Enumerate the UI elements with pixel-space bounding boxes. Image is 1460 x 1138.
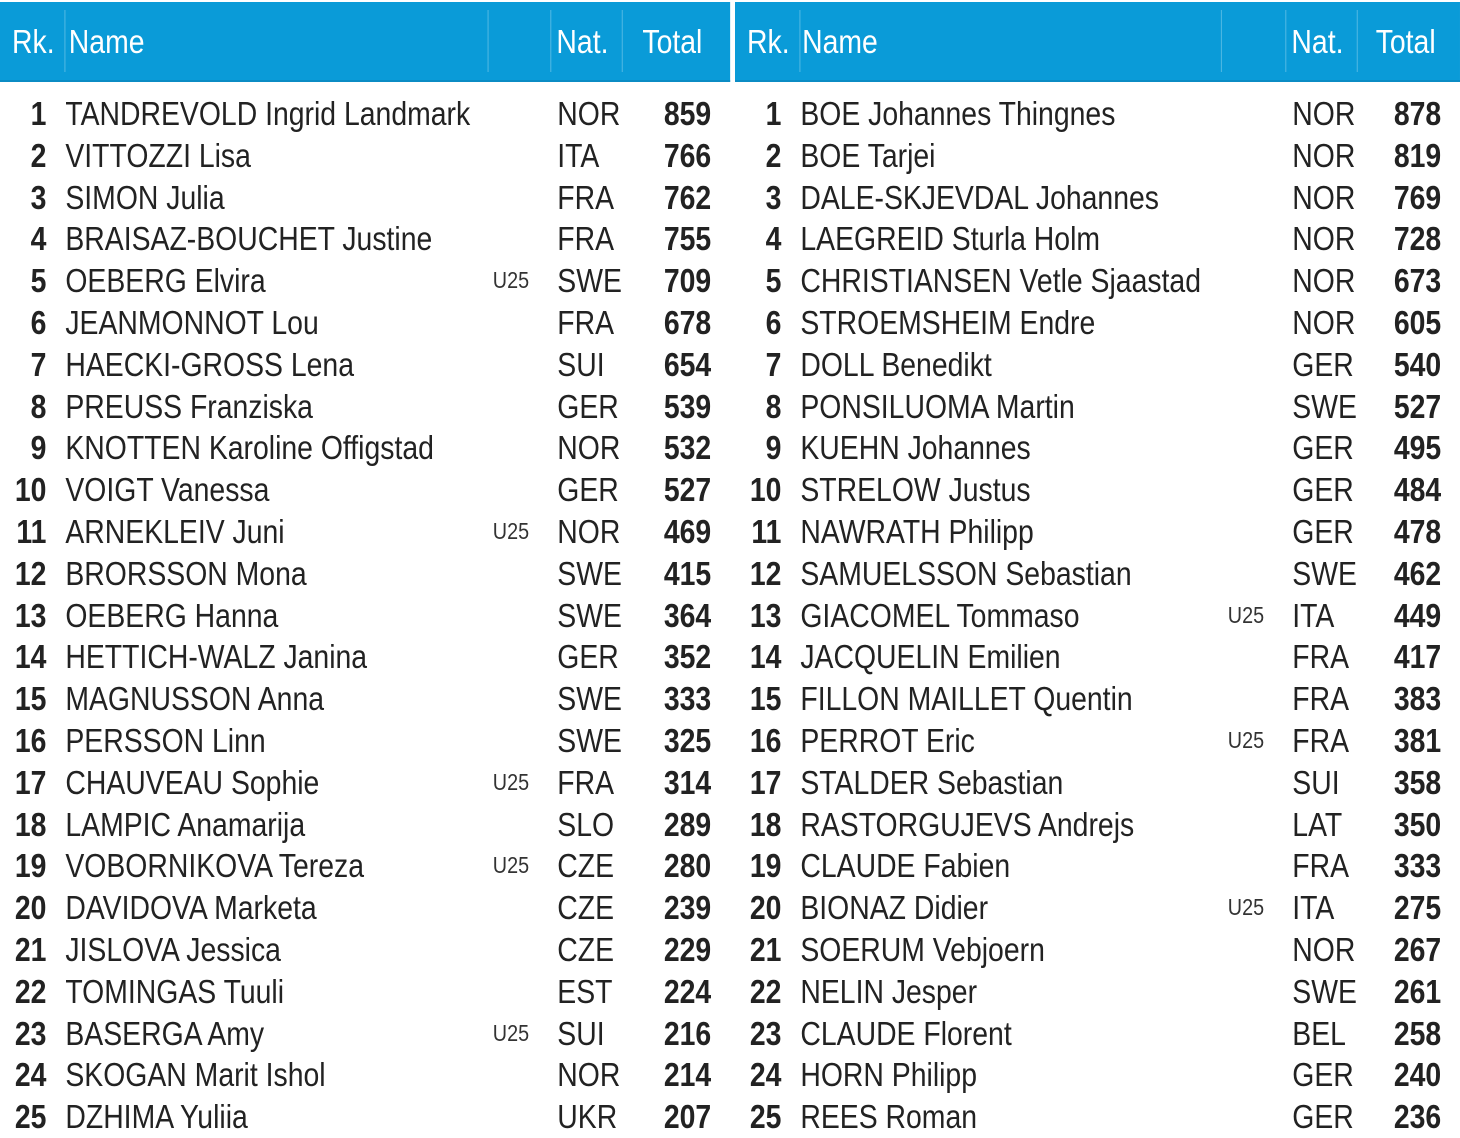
- total-points: 417: [1393, 638, 1442, 676]
- nation-code: NOR: [1292, 178, 1356, 216]
- women-standings-table: [0, 0, 730, 1135]
- athlete-name: BRAISAZ-BOUCHET Justine: [65, 220, 433, 258]
- rank-cell: 13: [14, 596, 47, 634]
- total-points: 709: [663, 262, 712, 300]
- rank-cell: 2: [30, 136, 47, 174]
- rank-cell: 5: [30, 262, 47, 300]
- rank-cell: 25: [749, 1098, 782, 1136]
- table-row: [0, 386, 730, 428]
- rank-cell: 22: [749, 972, 782, 1010]
- rank-cell: 3: [765, 178, 782, 216]
- table-row: [0, 177, 730, 219]
- table-row: [735, 177, 1460, 219]
- nation-code: FRA: [1292, 847, 1350, 885]
- athlete-name: BIONAZ Didier: [800, 889, 989, 927]
- total-points: 261: [1393, 972, 1442, 1010]
- total-points: 267: [1393, 930, 1442, 968]
- total-points: 654: [663, 345, 712, 383]
- nation-code: GER: [1292, 471, 1354, 509]
- table-row: [735, 135, 1460, 177]
- table-row: [735, 1013, 1460, 1055]
- nation-code: NOR: [557, 1056, 621, 1094]
- total-points: 755: [663, 220, 712, 258]
- total-points: 539: [663, 387, 712, 425]
- total-points: 383: [1393, 680, 1442, 718]
- nation-code: SWE: [557, 262, 622, 300]
- total-points: 333: [1393, 847, 1442, 885]
- athlete-name: SIMON Julia: [65, 178, 225, 216]
- table-row: [735, 887, 1460, 929]
- nation-code: GER: [1292, 1098, 1354, 1136]
- women-rows: [0, 93, 730, 1138]
- u25-badge: U25: [492, 267, 530, 294]
- athlete-name: PERSSON Linn: [65, 721, 266, 759]
- total-points: 532: [663, 429, 712, 467]
- nation-code: SUI: [1292, 763, 1340, 801]
- rank-cell: 21: [14, 930, 47, 968]
- athlete-name: HORN Philipp: [800, 1056, 978, 1094]
- table-row: [0, 344, 730, 386]
- rank-cell: 4: [765, 220, 782, 258]
- nation-code: NOR: [557, 512, 621, 550]
- total-points: 280: [663, 847, 712, 885]
- table-row: [0, 1054, 730, 1096]
- table-row: [735, 386, 1460, 428]
- total-points: 540: [1393, 345, 1442, 383]
- table-row: [0, 93, 730, 135]
- u25-badge: U25: [1227, 894, 1265, 921]
- total-points: 462: [1393, 554, 1442, 592]
- total-points: 819: [1393, 136, 1442, 174]
- table-header: [0, 2, 730, 82]
- nation-code: FRA: [557, 303, 615, 341]
- table-header: [735, 2, 1460, 82]
- nation-code: UKR: [557, 1098, 618, 1136]
- table-row: [0, 511, 730, 553]
- nation-code: FRA: [1292, 680, 1350, 718]
- table-row: [735, 93, 1460, 135]
- total-points: 527: [1393, 387, 1442, 425]
- nation-code: GER: [557, 387, 619, 425]
- header-name: Name: [68, 23, 145, 60]
- athlete-name: JISLOVA Jessica: [65, 930, 281, 968]
- nation-code: GER: [1292, 429, 1354, 467]
- athlete-name: OEBERG Elvira: [65, 262, 266, 300]
- total-points: 239: [663, 889, 712, 927]
- nation-code: NOR: [1292, 262, 1356, 300]
- table-row: [0, 595, 730, 637]
- table-row: [735, 845, 1460, 887]
- table-row: [0, 762, 730, 804]
- rank-cell: 14: [14, 638, 47, 676]
- table-row: [0, 469, 730, 511]
- rank-cell: 9: [30, 429, 47, 467]
- athlete-name: FILLON MAILLET Quentin: [800, 680, 1133, 718]
- nation-code: ITA: [1292, 889, 1335, 927]
- table-row: [735, 762, 1460, 804]
- nation-code: SWE: [557, 721, 622, 759]
- nation-code: FRA: [557, 763, 615, 801]
- athlete-name: JEANMONNOT Lou: [65, 303, 319, 341]
- nation-code: SWE: [557, 596, 622, 634]
- athlete-name: PERROT Eric: [800, 721, 975, 759]
- u25-badge: U25: [492, 1019, 530, 1046]
- u25-badge: U25: [492, 852, 530, 879]
- total-points: 224: [663, 972, 712, 1010]
- nation-code: NOR: [557, 95, 621, 132]
- rank-cell: 14: [749, 638, 782, 676]
- rank-cell: 4: [30, 220, 47, 258]
- rank-cell: 1: [30, 95, 47, 132]
- table-row: [735, 218, 1460, 260]
- total-points: 762: [663, 178, 712, 216]
- athlete-name: DOLL Benedikt: [800, 345, 992, 383]
- header-name: Name: [802, 23, 878, 60]
- total-points: 352: [663, 638, 712, 676]
- total-points: 495: [1393, 429, 1442, 467]
- total-points: 769: [1393, 178, 1442, 216]
- table-row: [0, 887, 730, 929]
- athlete-name: STRELOW Justus: [800, 471, 1031, 509]
- rank-cell: 7: [765, 345, 782, 383]
- total-points: 469: [663, 512, 712, 550]
- athlete-name: JACQUELIN Emilien: [800, 638, 1061, 676]
- table-row: [0, 135, 730, 177]
- total-points: 275: [1393, 889, 1442, 927]
- rank-cell: 20: [749, 889, 782, 927]
- total-points: 333: [663, 680, 712, 718]
- nation-code: FRA: [557, 220, 615, 258]
- athlete-name: KUEHN Johannes: [800, 429, 1031, 467]
- nation-code: NOR: [1292, 303, 1356, 341]
- nation-code: NOR: [1292, 930, 1356, 968]
- table-row: [735, 929, 1460, 971]
- athlete-name: KNOTTEN Karoline Offigstad: [65, 429, 434, 467]
- table-row: [735, 636, 1460, 678]
- athlete-name: SKOGAN Marit Ishol: [65, 1056, 326, 1094]
- athlete-name: CLAUDE Fabien: [800, 847, 1011, 885]
- nation-code: FRA: [1292, 638, 1350, 676]
- nation-code: GER: [557, 638, 619, 676]
- men-standings-table: [735, 0, 1460, 1135]
- rank-cell: 24: [14, 1056, 47, 1094]
- athlete-name: VOBORNIKOVA Tereza: [65, 847, 364, 885]
- rank-cell: 15: [14, 680, 47, 718]
- total-points: 415: [663, 554, 712, 592]
- rank-cell: 10: [749, 471, 782, 509]
- u25-badge: U25: [492, 768, 530, 795]
- athlete-name: PREUSS Franziska: [65, 387, 313, 425]
- u25-badge: U25: [1227, 726, 1265, 753]
- nation-code: CZE: [557, 847, 615, 885]
- header-nat: Nat.: [1291, 23, 1344, 60]
- table-row: [0, 260, 730, 302]
- total-points: 766: [663, 136, 712, 174]
- athlete-name: STROEMSHEIM Endre: [800, 303, 1096, 341]
- table-row: [735, 427, 1460, 469]
- nation-code: SWE: [1292, 972, 1357, 1010]
- athlete-name: HAECKI-GROSS Lena: [65, 345, 354, 383]
- total-points: 478: [1393, 512, 1442, 550]
- rank-cell: 12: [14, 554, 47, 592]
- rank-cell: 23: [749, 1014, 782, 1052]
- rank-cell: 7: [30, 345, 47, 383]
- header-rank: Rk.: [747, 23, 790, 60]
- rank-cell: 1: [765, 95, 782, 132]
- rank-cell: 6: [765, 303, 782, 341]
- table-row: [0, 636, 730, 678]
- rank-cell: 11: [751, 512, 782, 550]
- header-rank: Rk.: [12, 23, 55, 60]
- table-row: [0, 427, 730, 469]
- nation-code: NOR: [1292, 95, 1356, 132]
- athlete-name: LAEGREID Sturla Holm: [800, 220, 1101, 258]
- table-row: [0, 1096, 730, 1138]
- athlete-name: BRORSSON Mona: [65, 554, 307, 592]
- athlete-name: VITTOZZI Lisa: [65, 136, 251, 174]
- nation-code: SWE: [557, 554, 622, 592]
- nation-code: CZE: [557, 889, 615, 927]
- rank-cell: 9: [765, 429, 782, 467]
- nation-code: NOR: [557, 429, 621, 467]
- table-row: [735, 1096, 1460, 1138]
- athlete-name: GIACOMEL Tommaso: [800, 596, 1080, 634]
- total-points: 289: [663, 805, 712, 843]
- header-total: Total: [1375, 23, 1436, 60]
- table-row: [0, 804, 730, 846]
- total-points: 350: [1393, 805, 1442, 843]
- nation-code: SUI: [557, 345, 605, 383]
- athlete-name: BASERGA Amy: [65, 1014, 265, 1052]
- table-row: [735, 511, 1460, 553]
- total-points: 229: [663, 930, 712, 968]
- header-nat: Nat.: [556, 23, 609, 60]
- rank-cell: 17: [749, 763, 782, 801]
- athlete-name: NAWRATH Philipp: [800, 512, 1034, 550]
- athlete-name: VOIGT Vanessa: [65, 471, 270, 509]
- rank-cell: 16: [749, 721, 782, 759]
- table-row: [735, 302, 1460, 344]
- total-points: 314: [663, 763, 712, 801]
- nation-code: CZE: [557, 930, 615, 968]
- rank-cell: 20: [14, 889, 47, 927]
- athlete-name: HETTICH-WALZ Janina: [65, 638, 368, 676]
- table-row: [735, 344, 1460, 386]
- athlete-name: CHRISTIANSEN Vetle Sjaastad: [800, 262, 1201, 300]
- nation-code: BEL: [1292, 1014, 1346, 1052]
- table-row: [0, 678, 730, 720]
- athlete-name: BOE Johannes Thingnes: [800, 95, 1116, 132]
- table-row: [735, 553, 1460, 595]
- total-points: 673: [1393, 262, 1442, 300]
- rank-cell: 6: [30, 303, 47, 341]
- nation-code: SWE: [1292, 554, 1357, 592]
- table-row: [735, 971, 1460, 1013]
- athlete-name: SOERUM Vebjoern: [800, 930, 1045, 968]
- rank-cell: 19: [749, 847, 782, 885]
- total-points: 258: [1393, 1014, 1442, 1052]
- table-row: [735, 260, 1460, 302]
- men-rows: [735, 93, 1460, 1138]
- u25-badge: U25: [1227, 601, 1265, 628]
- nation-code: ITA: [1292, 596, 1335, 634]
- rank-cell: 13: [749, 596, 782, 634]
- athlete-name: DZHIMA Yuliia: [65, 1098, 248, 1136]
- nation-code: GER: [1292, 1056, 1354, 1094]
- athlete-name: CHAUVEAU Sophie: [65, 763, 320, 801]
- nation-code: SWE: [1292, 387, 1357, 425]
- table-row: [735, 678, 1460, 720]
- nation-code: NOR: [1292, 220, 1356, 258]
- rank-cell: 21: [749, 930, 782, 968]
- total-points: 678: [663, 303, 712, 341]
- rank-cell: 24: [749, 1056, 782, 1094]
- rank-cell: 8: [765, 387, 782, 425]
- table-row: [735, 804, 1460, 846]
- athlete-name: TANDREVOLD Ingrid Landmark: [65, 95, 471, 132]
- rank-cell: 16: [14, 721, 47, 759]
- athlete-name: RASTORGUJEVS Andrejs: [800, 805, 1135, 843]
- total-points: 484: [1393, 471, 1442, 509]
- rank-cell: 8: [30, 387, 47, 425]
- rank-cell: 19: [14, 847, 47, 885]
- athlete-name: DALE-SKJEVDAL Johannes: [800, 178, 1159, 216]
- total-points: 207: [663, 1098, 712, 1136]
- nation-code: LAT: [1292, 805, 1343, 843]
- athlete-name: ARNEKLEIV Juni: [65, 512, 285, 550]
- rank-cell: 11: [16, 512, 47, 550]
- rank-cell: 23: [14, 1014, 47, 1052]
- total-points: 358: [1393, 763, 1442, 801]
- total-points: 859: [663, 95, 712, 132]
- table-row: [0, 218, 730, 260]
- total-points: 364: [663, 596, 712, 634]
- rank-cell: 25: [14, 1098, 47, 1136]
- athlete-name: TOMINGAS Tuuli: [65, 972, 285, 1010]
- nation-code: EST: [557, 972, 613, 1010]
- total-points: 325: [663, 721, 712, 759]
- nation-code: GER: [557, 471, 619, 509]
- total-points: 240: [1393, 1056, 1442, 1094]
- nation-code: GER: [1292, 345, 1354, 383]
- athlete-name: MAGNUSSON Anna: [65, 680, 325, 718]
- total-points: 214: [663, 1056, 712, 1094]
- nation-code: NOR: [1292, 136, 1356, 174]
- athlete-name: SAMUELSSON Sebastian: [800, 554, 1132, 592]
- table-row: [0, 971, 730, 1013]
- table-row: [0, 929, 730, 971]
- total-points: 605: [1393, 303, 1442, 341]
- header-total: Total: [642, 23, 703, 60]
- rank-cell: 5: [765, 262, 782, 300]
- table-row: [0, 553, 730, 595]
- table-row: [735, 469, 1460, 511]
- athlete-name: NELIN Jesper: [800, 972, 978, 1010]
- nation-code: GER: [1292, 512, 1354, 550]
- nation-code: SUI: [557, 1014, 605, 1052]
- rank-cell: 15: [749, 680, 782, 718]
- nation-code: FRA: [1292, 721, 1350, 759]
- nation-code: SLO: [557, 805, 615, 843]
- rank-cell: 18: [14, 805, 47, 843]
- u25-badge: U25: [492, 517, 530, 544]
- nation-code: SWE: [557, 680, 622, 718]
- total-points: 236: [1393, 1098, 1442, 1136]
- athlete-name: STALDER Sebastian: [800, 763, 1064, 801]
- athlete-name: CLAUDE Florent: [800, 1014, 1012, 1052]
- table-row: [0, 720, 730, 762]
- athlete-name: OEBERG Hanna: [65, 596, 279, 634]
- athlete-name: REES Roman: [800, 1098, 978, 1136]
- rank-cell: 3: [30, 178, 47, 216]
- total-points: 878: [1393, 95, 1442, 132]
- nation-code: ITA: [557, 136, 600, 174]
- rank-cell: 12: [749, 554, 782, 592]
- table-row: [735, 1054, 1460, 1096]
- rank-cell: 10: [14, 471, 47, 509]
- nation-code: FRA: [557, 178, 615, 216]
- total-points: 449: [1393, 596, 1442, 634]
- table-row: [735, 720, 1460, 762]
- table-row: [735, 595, 1460, 637]
- athlete-name: PONSILUOMA Martin: [800, 387, 1075, 425]
- rank-cell: 2: [765, 136, 782, 174]
- table-row: [0, 1013, 730, 1055]
- total-points: 527: [663, 471, 712, 509]
- total-points: 216: [663, 1014, 712, 1052]
- rank-cell: 17: [14, 763, 47, 801]
- rank-cell: 18: [749, 805, 782, 843]
- athlete-name: LAMPIC Anamarija: [65, 805, 306, 843]
- rank-cell: 22: [14, 972, 47, 1010]
- total-points: 381: [1393, 721, 1442, 759]
- athlete-name: BOE Tarjei: [800, 136, 936, 174]
- table-row: [0, 845, 730, 887]
- total-points: 728: [1393, 220, 1442, 258]
- athlete-name: DAVIDOVA Marketa: [65, 889, 317, 927]
- table-row: [0, 302, 730, 344]
